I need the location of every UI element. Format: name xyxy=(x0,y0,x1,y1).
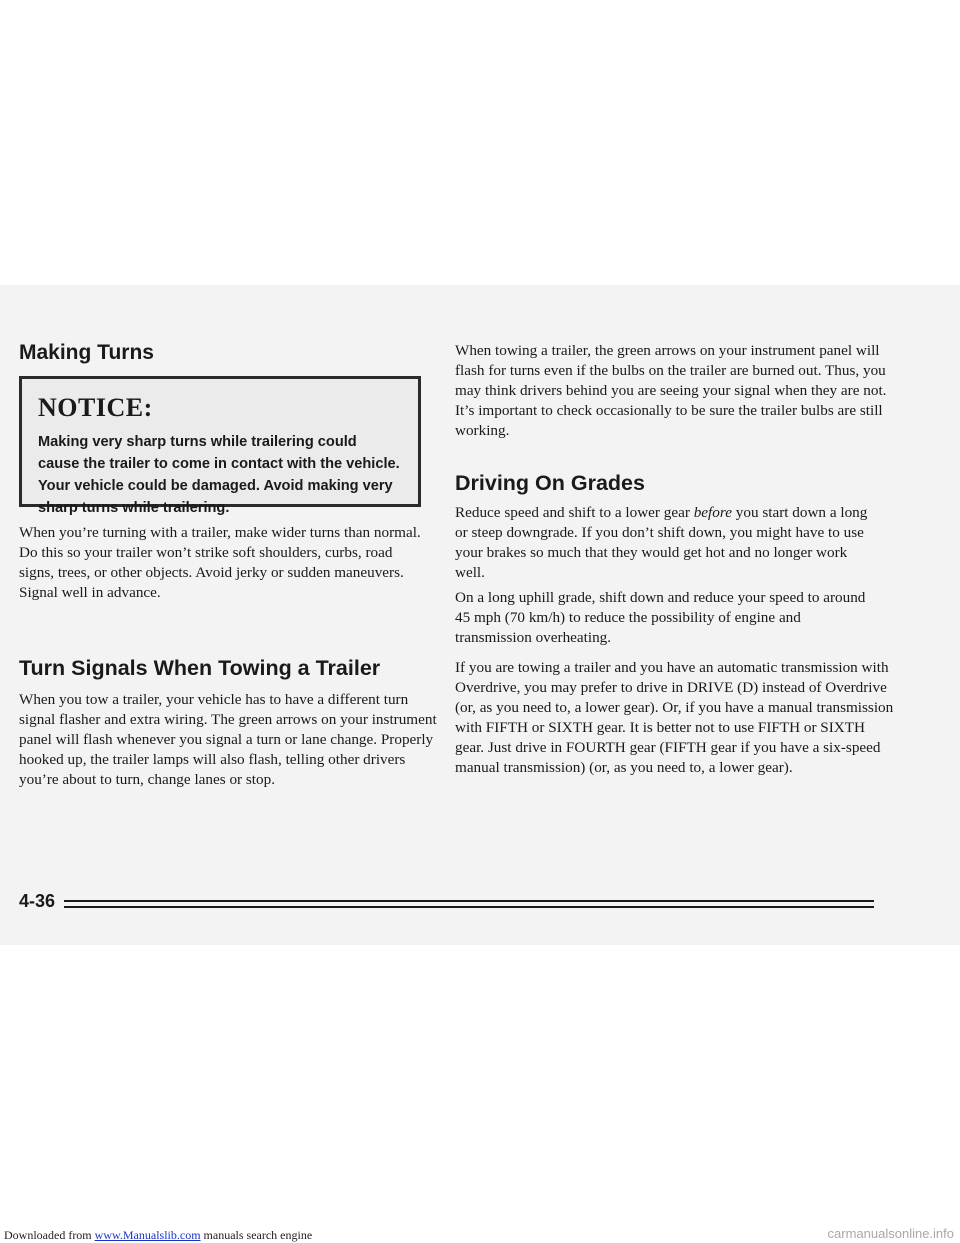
paragraph-green-arrows: When towing a trailer, the green arrows on your instrument panel will flash for turns even if the bulbs on the trailer are burned out. Thus, you may think drivers behind you are seeing your signal when they are not. It’s important to check occasionally to be sure the trailer bulbs are still working. xyxy=(455,342,887,439)
emphasis-before: before xyxy=(693,504,732,521)
download-banner xyxy=(4,1228,312,1243)
manualslib-link[interactable]: www.Manualslib.com xyxy=(94,1228,201,1242)
notice-title: NOTICE: xyxy=(38,393,153,422)
footer-rule-top xyxy=(64,900,874,902)
download-prefix: Downloaded from xyxy=(4,1228,92,1242)
paragraph-automatic-transmission: If you are towing a trailer and you have an automatic transmission with Overdrive, you may prefer to drive in DRIVE (D) instead of Overdrive (or, as you need to, a lower gear). Or, if you have a manual transmission with FIFTH or SIXTH gear. It is better not to use FIFTH or SIXTH gear. Just drive in FOURTH gear (FIFTH gear if you have a six-speed manual transmission) (or, as you need to, a lower gear). xyxy=(455,659,894,776)
paragraph-turn-signal-flasher: When you tow a trailer, your vehicle has to have a different turn signal flasher and extra wiring. The green arrows on your instrument panel will flash whenever you signal a turn or lane change. Properly hooked up, the trailer lamps will also flash, telling other drivers you’re about to turn, change lanes or stop. xyxy=(19,691,437,788)
section-heading-driving-on-grades: Driving On Grades xyxy=(455,471,645,495)
notice-box xyxy=(19,376,421,516)
page-number: 4-36 xyxy=(19,891,56,911)
footer-rule-bottom xyxy=(64,906,874,908)
section-heading-making-turns: Making Turns xyxy=(19,341,154,364)
paragraph-wider-turns: When you’re turning with a trailer, make wider turns than normal. Do this so your trailer won’t strike soft shoulders, curbs, road signs, trees, or other objects. Avoid jerky or sudden maneuvers. Signal well in advance. xyxy=(19,524,421,601)
paragraph-downgrade xyxy=(455,503,880,583)
download-suffix: manuals search engine xyxy=(203,1228,313,1242)
notice-text: Making very sharp turns while trailering could cause the trailer to come in contact with the vehicle. Your vehicle could be damaged. Avoid making very sharp turns while trailering. xyxy=(38,434,400,516)
watermark: carmanualsonline.info xyxy=(827,1226,954,1241)
paragraph-uphill-grade: On a long uphill grade, shift down and reduce your speed to around 45 mph (70 km/h) to reduce the possibility of engine and transmission overheating. xyxy=(455,589,866,646)
downgrade-text-end: you start down a long or steep downgrade. If you don’t shift down, you might have to use your brakes so much that they would get hot and no longer work well. xyxy=(455,504,868,581)
downgrade-text-start: Reduce speed and shift to a lower gear xyxy=(455,504,694,521)
section-heading-turn-signals: Turn Signals When Towing a Trailer xyxy=(19,656,381,680)
